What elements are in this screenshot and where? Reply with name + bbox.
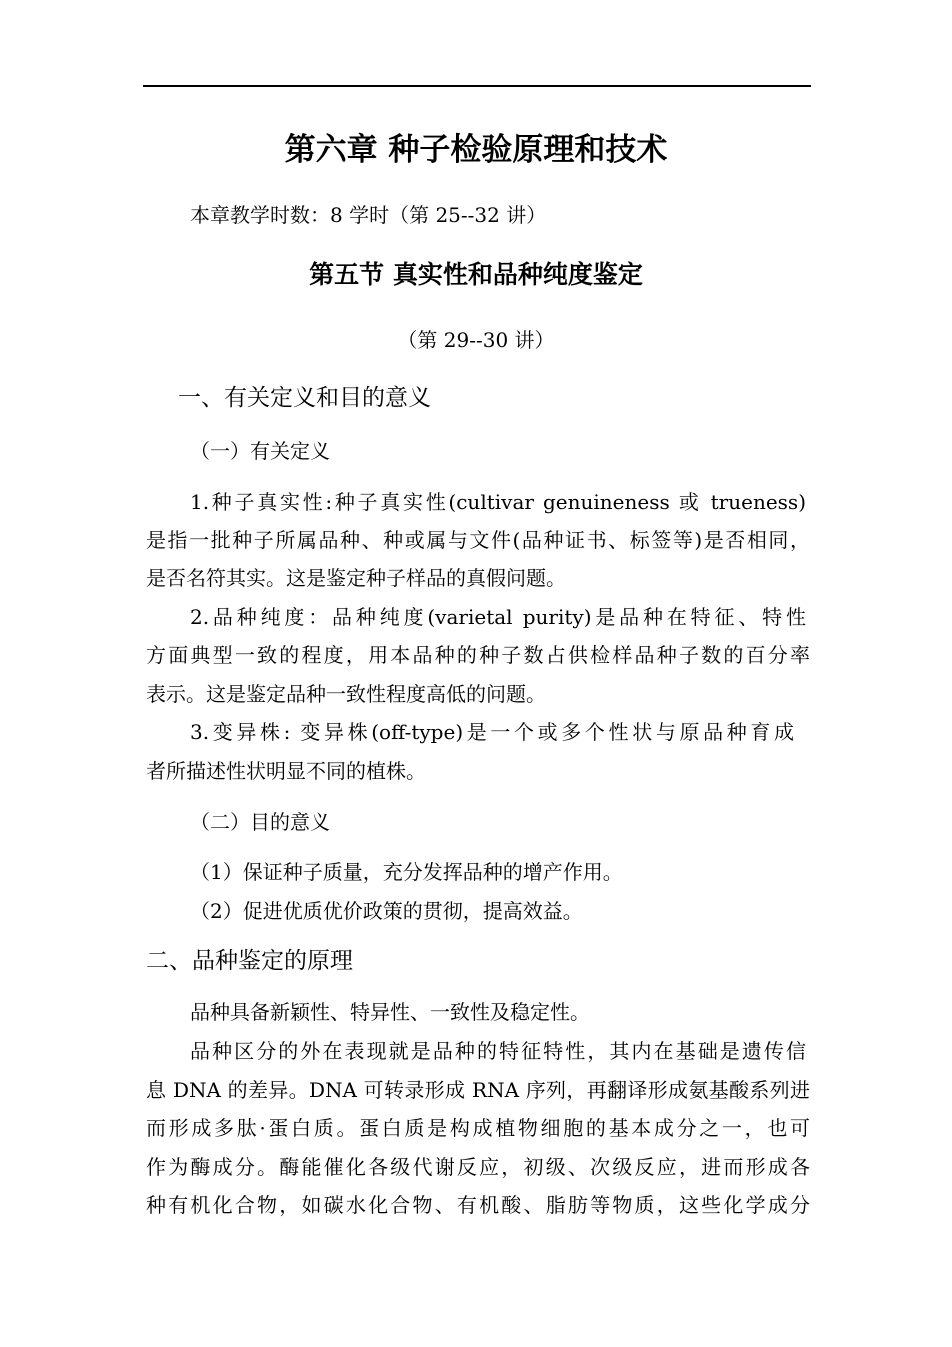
section-title: 第五节 真实性和品种纯度鉴定 [309, 260, 643, 289]
sub1-heading: （一）有关定义 [190, 439, 330, 463]
teaching-hours: 本章教学时数：8 学时（第 25--32 讲） [190, 203, 547, 227]
def3-line2: 者所描述性状明显不同的植株。 [146, 759, 426, 783]
principle-para2-line3: 而形成多肽·蛋白质。蛋白质是构成植物细胞的基本成分之一，也可 [146, 1116, 810, 1140]
def2-line2: 方面典型一致的程度，用本品种的种子数占供检样品种子数的百分率 [146, 643, 810, 667]
def1-line1: 1.种子真实性:种子真实性(cultivar genuineness 或 trueness) [190, 490, 806, 514]
principle-para2-line2: 息 DNA 的差异。DNA 可转录形成 RNA 序列，再翻译形成氨基酸系列进 [146, 1078, 810, 1102]
purpose-item-1: （1）保证种子质量，充分发挥品种的增产作用。 [190, 860, 623, 884]
def2-line3: 表示。这是鉴定品种一致性程度高低的问题。 [146, 682, 546, 706]
header-rule [143, 85, 811, 87]
principle-para2-line1: 品种区分的外在表现就是品种的特征特性，其内在基础是遗传信 [190, 1039, 806, 1063]
def1-line3: 是否名符其实。这是鉴定种子样品的真假问题。 [146, 566, 566, 590]
def3-line1: 3.变异株: 变异株(off-type)是一个或多个性状与原品种育成 [190, 720, 794, 744]
lecture-range: （第 29--30 讲） [397, 328, 555, 352]
def2-line1: 2.品种纯度：品种纯度(varietal purity)是品种在特征、特性 [190, 605, 806, 629]
def1-line2: 是指一批种子所属品种、种或属与文件(品种证书、标签等)是否相同， [146, 528, 810, 552]
principle-para1: 品种具备新颖性、特异性、一致性及稳定性。 [190, 1000, 590, 1024]
sub2-heading: （二）目的意义 [190, 810, 330, 834]
purpose-item-2: （2）促进优质优价政策的贯彻，提高效益。 [190, 899, 583, 923]
part1-heading: 一、有关定义和目的意义 [178, 385, 431, 411]
principle-para2-line5: 种有机化合物，如碳水化合物、有机酸、脂肪等物质，这些化学成分 [146, 1193, 810, 1217]
principle-para2-line4: 作为酶成分。酶能催化各级代谢反应，初级、次级反应，进而形成各 [146, 1155, 810, 1179]
part2-heading: 二、品种鉴定的原理 [146, 948, 353, 974]
chapter-title: 第六章 种子检验原理和技术 [284, 132, 668, 168]
